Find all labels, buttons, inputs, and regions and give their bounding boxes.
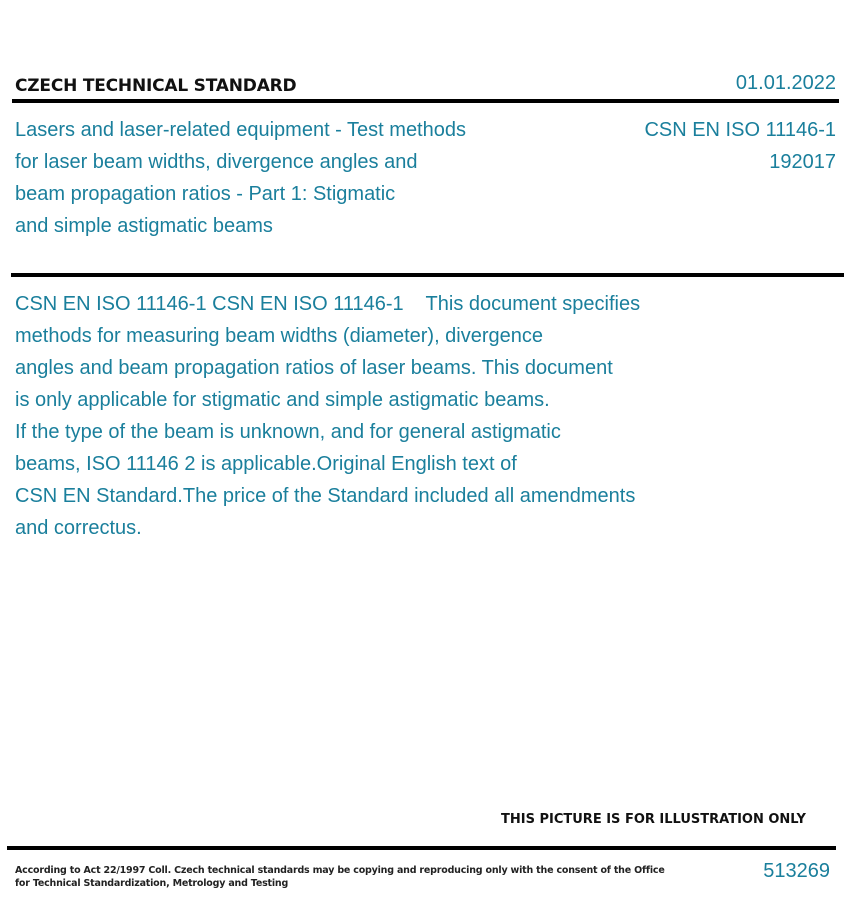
standard-description bbox=[15, 288, 705, 544]
standard-title bbox=[15, 114, 515, 242]
title-line: for laser beam widths, divergence angles and bbox=[15, 151, 418, 173]
title-line: beam propagation ratios - Part 1: Stigmatic bbox=[15, 183, 396, 205]
footer-divider bbox=[7, 846, 836, 850]
catalog-number: 192017 bbox=[769, 151, 836, 173]
legal-notice-line: for Technical Standardization, Metrology and Testing bbox=[15, 878, 289, 889]
description-line: angles and beam propagation ratios of laser beams. This document bbox=[15, 357, 613, 379]
standard-codes bbox=[644, 114, 836, 178]
header-divider bbox=[12, 99, 839, 103]
description-line: CSN EN Standard.The price of the Standard included all amendments bbox=[15, 485, 636, 507]
standard-code: CSN EN ISO 11146-1 bbox=[644, 119, 836, 141]
title-line: and simple astigmatic beams bbox=[15, 215, 273, 237]
description-line: beams, ISO 11146 2 is applicable.Original English text of bbox=[15, 453, 517, 475]
document-number: 513269 bbox=[763, 860, 830, 882]
illustration-disclaimer: THIS PICTURE IS FOR ILLUSTRATION ONLY bbox=[501, 812, 806, 827]
title-divider bbox=[11, 273, 844, 277]
document-type-label: CZECH TECHNICAL STANDARD bbox=[15, 76, 297, 96]
publication-date: 01.01.2022 bbox=[735, 72, 836, 94]
description-line: is only applicable for stigmatic and simple astigmatic beams. bbox=[15, 389, 550, 411]
description-line: and correctus. bbox=[15, 517, 142, 539]
legal-notice bbox=[15, 864, 665, 890]
description-line: CSN EN ISO 11146-1 CSN EN ISO 11146-1 This document specifies bbox=[15, 293, 641, 315]
description-line: methods for measuring beam widths (diameter), divergence bbox=[15, 325, 544, 347]
title-line: Lasers and laser-related equipment - Test methods bbox=[15, 119, 466, 141]
description-line: If the type of the beam is unknown, and for general astigmatic bbox=[15, 421, 561, 443]
legal-notice-line: According to Act 22/1997 Coll. Czech technical standards may be copying and reproducing only with the consent of the Office bbox=[15, 865, 665, 876]
